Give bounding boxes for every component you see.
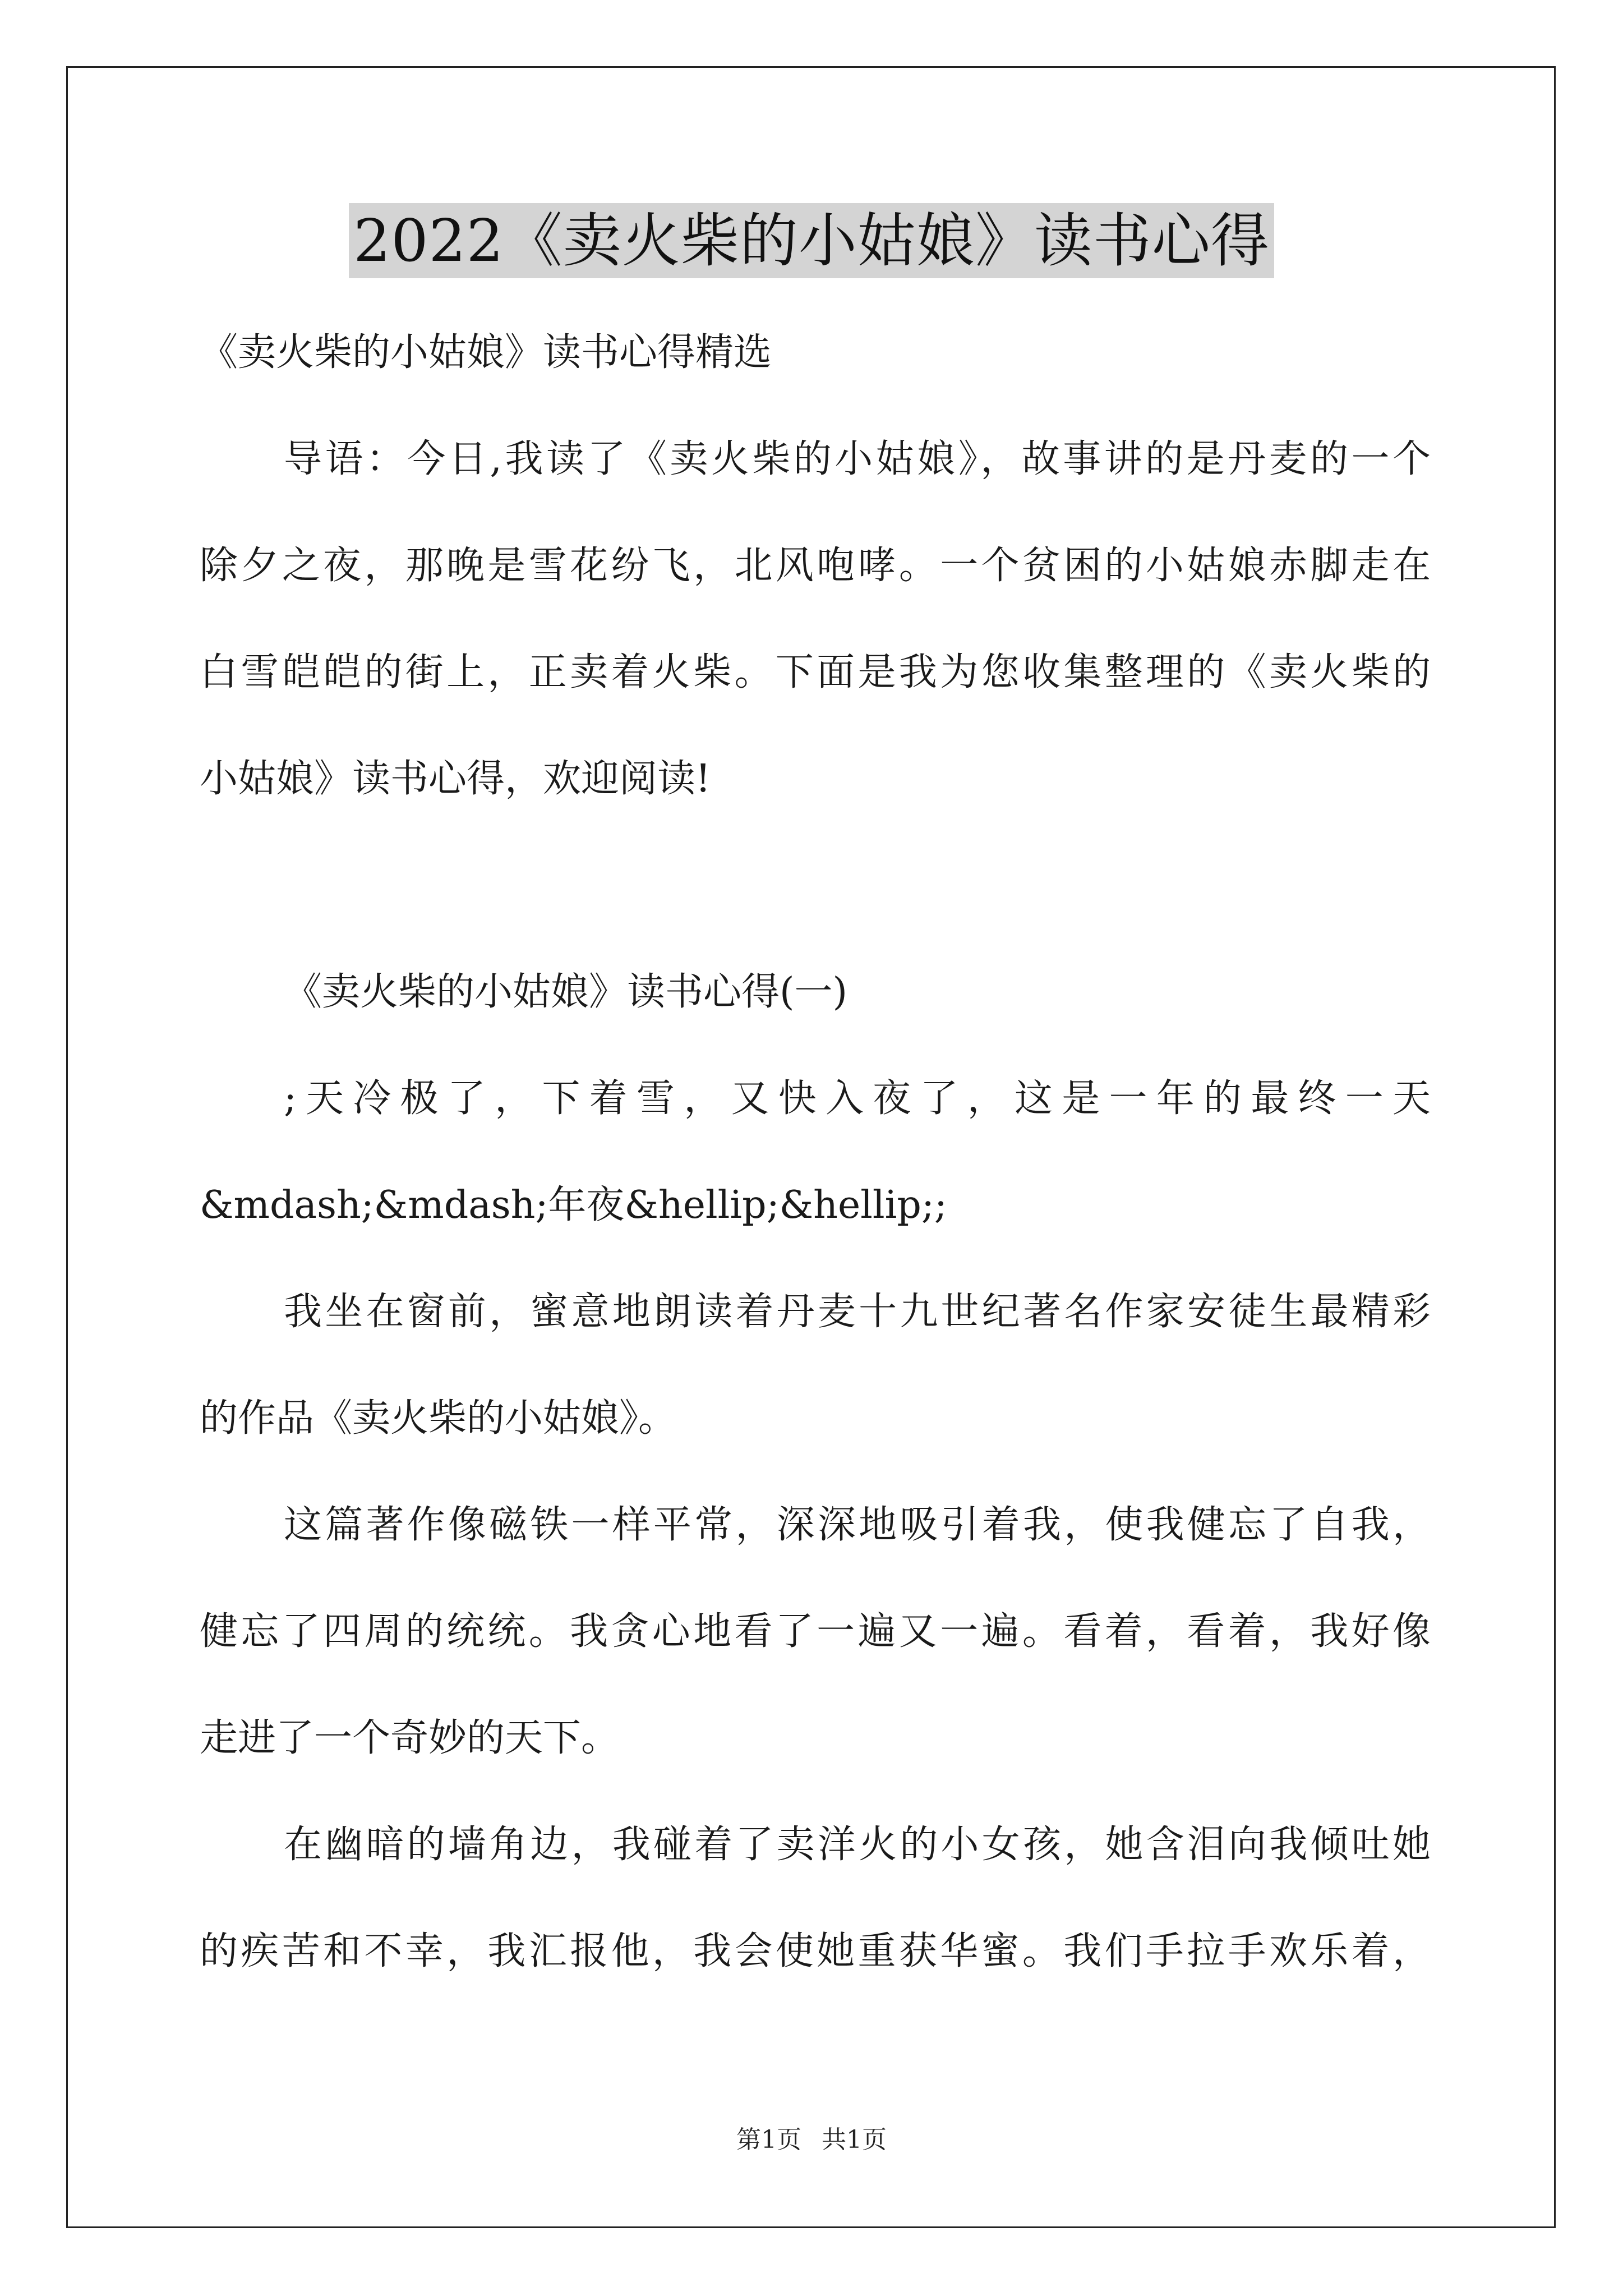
paragraph-line: ;天冷极了，下着雪，又快入夜了，这是一年的最终一天 [284, 1076, 1431, 1121]
paragraph-line: 的作品《卖火柴的小姑娘》。 [200, 1396, 677, 1441]
paragraph-line: 白雪皑皑的街上，正卖着火柴。下面是我为您收集整理的《卖火柴的 [200, 650, 1431, 694]
page-footer [0, 2123, 1623, 2157]
paragraph-line: 小姑娘》读书心得，欢迎阅读! [200, 757, 711, 801]
page-number: 第1页 [736, 2125, 801, 2154]
title-container [0, 203, 1623, 278]
paragraph-line: 导语：今日,我读了《卖火柴的小姑娘》，故事讲的是丹麦的一个 [284, 437, 1431, 481]
paragraph-line: 除夕之夜，那晚是雪花纷飞，北风咆哮。一个贫困的小姑娘赤脚走在 [200, 544, 1431, 588]
section-heading: 《卖火柴的小姑娘》读书心得(一) [284, 970, 848, 1014]
paragraph-gap [200, 832, 1431, 939]
paragraph-line: 我坐在窗前，蜜意地朗读着丹麦十九世纪著名作家安徒生最精彩 [284, 1290, 1431, 1334]
paragraph-line: 这篇著作像磁铁一样平常，深深地吸引着我，使我健忘了自我， [284, 1503, 1431, 1547]
paragraph-line: 的疾苦和不幸，我汇报他，我会使她重获华蜜。我们手拉手欢乐着， [200, 1929, 1431, 1973]
document-title: 2022《卖火柴的小姑娘》读书心得 [349, 203, 1274, 278]
document-body [200, 300, 1431, 2005]
subtitle-line: 《卖火柴的小姑娘》读书心得精选 [200, 330, 772, 375]
paragraph-line: 在幽暗的墙角边，我碰着了卖洋火的小女孩，她含泪向我倾吐她 [284, 1823, 1431, 1867]
paragraph-line: 健忘了四周的统统。我贪心地看了一遍又一遍。看着，看着，我好像 [200, 1609, 1431, 1654]
paragraph-line: 走进了一个奇妙的天下。 [200, 1716, 620, 1760]
page-total: 共1页 [822, 2125, 887, 2154]
paragraph-line: &mdash;&mdash;年夜&hellip;&hellip;; [200, 1183, 947, 1227]
